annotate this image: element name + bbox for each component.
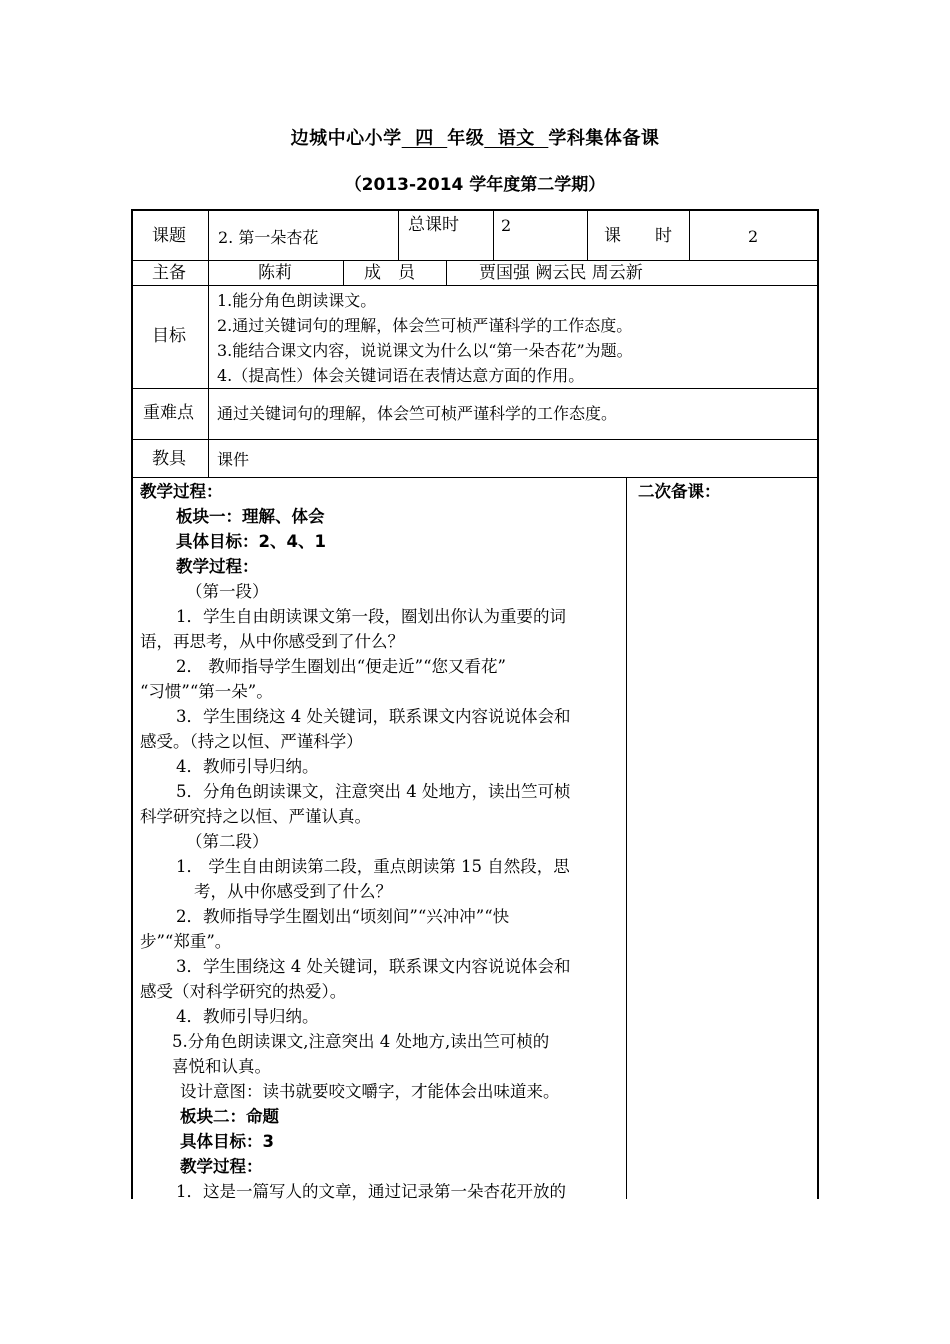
process-line: 5.分角色朗读课文,注意突出 4 处地方,读出竺可桢的 — [172, 1032, 550, 1051]
process-line: 2． 教师指导学生圈划出“便走近”“您又看花” — [176, 657, 506, 676]
column-divider — [626, 477, 627, 1199]
title-school: 边城中心小学 — [290, 128, 402, 149]
tools-label: 教具 — [152, 449, 186, 469]
hours-value: 2 — [748, 227, 759, 246]
title-suffix: 学科集体备课 — [548, 128, 660, 149]
process-line: 喜悦和认真。 — [172, 1057, 271, 1076]
design-intent: 设计意图：读书就要咬文嚼字，才能体会出味道来。 — [180, 1082, 560, 1101]
process-line: 1．这是一篇写人的文章，通过记录第一朵杏花开放的 — [176, 1182, 566, 1201]
column-divider — [446, 260, 447, 285]
section-process: 教学过程： — [180, 1157, 263, 1176]
process-line: 科学研究持之以恒、严谨认真。 — [140, 807, 371, 826]
members-label: 成 员 — [364, 263, 415, 283]
row-divider — [131, 260, 819, 261]
section-heading: 板块一：理解、体会 — [176, 507, 325, 526]
members-value: 贾国强 阙云民 周云新 — [479, 263, 643, 283]
title-grade-suffix: 年级 — [447, 128, 485, 149]
row-divider — [131, 285, 819, 286]
row-divider — [131, 388, 819, 389]
column-divider — [587, 210, 588, 260]
goal-item: 1.能分角色朗读课文。 — [217, 291, 377, 310]
goal-item: 4.（提高性）体会关键词语在表情达意方面的作用。 — [217, 366, 585, 385]
lead-value: 陈莉 — [258, 263, 292, 283]
column-divider — [398, 210, 399, 260]
row-divider — [131, 477, 819, 478]
process-line: 感受（对科学研究的热爱）。 — [140, 982, 347, 1001]
process-line: 1． 学生自由朗读第二段，重点朗读第 15 自然段，思 — [176, 857, 570, 876]
process-line: （第二段） — [186, 832, 269, 851]
process-line: 语，再思考，从中你感受到了什么？ — [140, 632, 404, 651]
process-line: 5．分角色朗读课文，注意突出 4 处地方，读出竺可桢 — [176, 782, 571, 801]
hours-label: 课 时 — [604, 226, 672, 246]
total-hours-value: 2 — [501, 216, 512, 235]
section-goal: 具体目标：2、4、1 — [176, 532, 326, 551]
lead-label: 主备 — [152, 263, 186, 283]
goal-item: 2.通过关键词句的理解，体会竺可桢严谨科学的工作态度。 — [217, 316, 633, 335]
process-line: 3．学生围绕这 4 处关键词，联系课文内容说说体会和 — [176, 707, 571, 726]
goals-label: 目标 — [152, 326, 186, 346]
title-subject: 语文 — [484, 128, 549, 149]
column-divider — [343, 260, 344, 285]
process-line: 感受。（持之以恒、严谨科学） — [140, 732, 363, 751]
total-hours-label: 总课时 — [408, 215, 459, 235]
document-subtitle: （2013-2014 学年度第二学期） — [344, 175, 606, 195]
key-points-value: 通过关键词句的理解，体会竺可桢严谨科学的工作态度。 — [217, 404, 618, 423]
process-line: 考，从中你感受到了什么？ — [194, 882, 392, 901]
column-divider — [208, 210, 209, 477]
topic-value: 2. 第一朵杏花 — [218, 228, 319, 247]
title-grade: 四 — [401, 128, 448, 149]
process-line: 步”“郑重”。 — [140, 932, 232, 951]
key-points-label: 重难点 — [143, 403, 194, 423]
goal-item: 3.能结合课文内容，说说课文为什么以“第一朵杏花”为题。 — [217, 341, 633, 360]
section-heading: 板块二：命题 — [180, 1107, 279, 1126]
process-line: “习惯”“第一朵”。 — [140, 682, 273, 701]
topic-label: 课题 — [152, 226, 186, 246]
process-line: 1．学生自由朗读课文第一段，圈划出你认为重要的词 — [176, 607, 566, 626]
process-line: （第一段） — [186, 582, 269, 601]
process-heading: 教学过程： — [140, 482, 223, 501]
process-line: 4．教师引导归纳。 — [176, 757, 319, 776]
column-divider — [493, 210, 494, 260]
row-divider — [131, 439, 819, 440]
process-line: 4．教师引导归纳。 — [176, 1007, 319, 1026]
tools-value: 课件 — [217, 450, 250, 469]
section-process: 教学过程： — [176, 557, 259, 576]
column-divider — [689, 210, 690, 260]
document-title — [0, 124, 950, 150]
process-line: 3．学生围绕这 4 处关键词，联系课文内容说说体会和 — [176, 957, 571, 976]
section-goal: 具体目标：3 — [180, 1132, 274, 1151]
process-line: 2．教师指导学生圈划出“顷刻间”“兴冲冲”“快 — [176, 907, 510, 926]
second-prep-heading: 二次备课： — [638, 482, 721, 501]
